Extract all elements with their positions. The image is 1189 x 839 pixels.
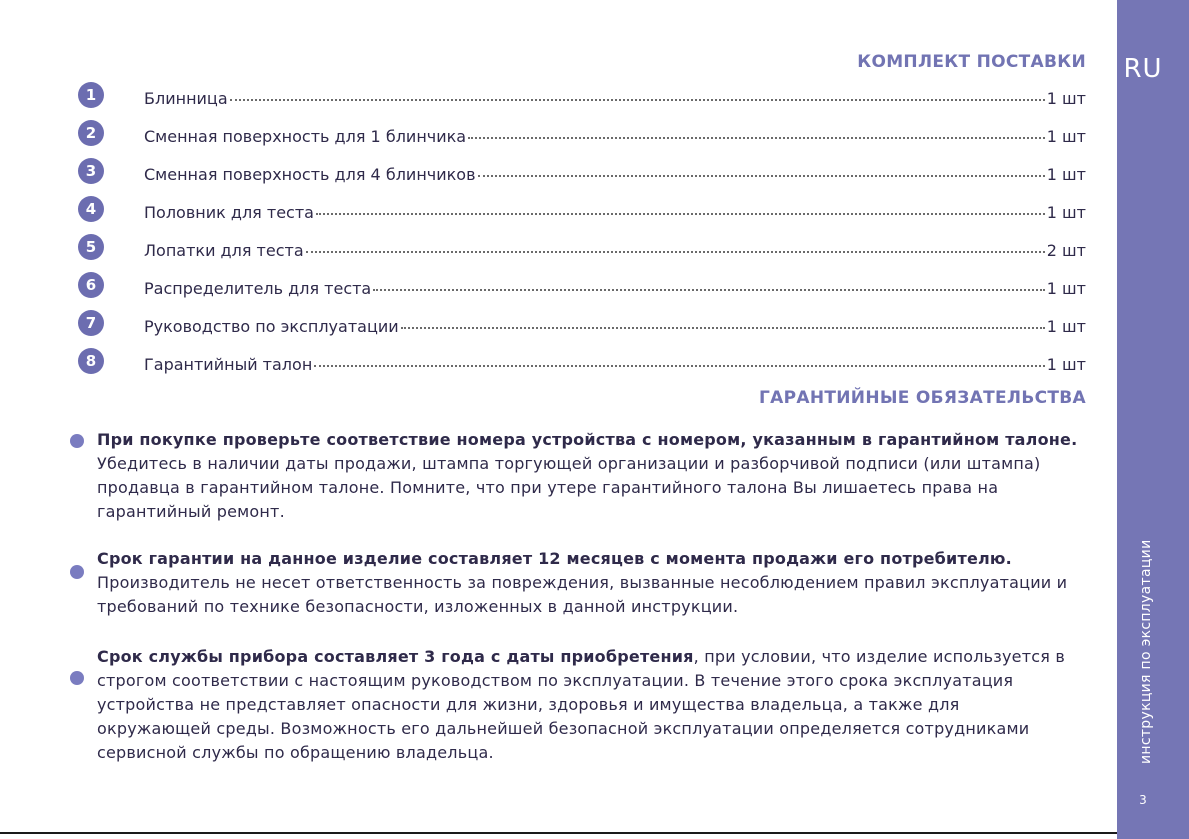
bullet-dot (70, 671, 84, 685)
item-row (144, 348, 1086, 374)
warranty-paragraph-3 (97, 645, 1067, 765)
item-label: Блинница (144, 89, 228, 108)
dot-leader (230, 99, 1045, 101)
paragraph-text: Производитель не несет ответственность за повреждения, вызванные несоблюдением правил эксплуатации и требований по технике безопасности, изложенных в данной инструкции. (97, 573, 1068, 616)
item-quantity: 1 шт (1046, 127, 1086, 146)
item-number-badge: 8 (78, 348, 104, 374)
item-row (144, 82, 1086, 108)
dot-leader (401, 327, 1045, 329)
item-label: Лопатки для теста (144, 241, 304, 260)
bullet-dot (70, 434, 84, 448)
item-quantity: 1 шт (1046, 89, 1086, 108)
item-number-badge: 1 (78, 82, 104, 108)
item-quantity: 1 шт (1046, 279, 1086, 298)
paragraph-text: , при условии, что изделие используется в строгом соответствии с настоящим руководством по эксплуатации. В течение этого срока эксплуатация устройства не представляет опасности для жизни, здоровья и имущества владельца, а также для окружающей среды. Возможность его дальнейшей безопасной эксплуатации определяется сотрудниками сервисной службы по обращению владельца. (97, 647, 1065, 762)
warranty-paragraph-2 (97, 547, 1087, 619)
warranty-heading: ГАРАНТИЙНЫЕ ОБЯЗАТЕЛЬСТВА (759, 388, 1086, 408)
package-item (78, 234, 1086, 260)
bottom-rule (0, 832, 1117, 834)
item-quantity: 2 шт (1046, 241, 1086, 260)
item-number-badge: 2 (78, 120, 104, 146)
item-label: Половник для теста (144, 203, 314, 222)
package-heading: КОМПЛЕКТ ПОСТАВКИ (857, 52, 1086, 72)
page-number: 3 (1139, 793, 1147, 807)
item-number-badge: 7 (78, 310, 104, 336)
item-row (144, 272, 1086, 298)
item-row (144, 310, 1086, 336)
item-row (144, 158, 1086, 184)
paragraph-text: Убедитесь в наличии даты продажи, штампа торгующей организации и разборчивой подписи (или штампа) продавца в гарантийном талоне. Помните, что при утере гарантийного талона Вы лишаетесь права на гарантийный ремонт. (97, 454, 1041, 521)
item-row (144, 234, 1086, 260)
item-quantity: 1 шт (1046, 203, 1086, 222)
item-label: Сменная поверхность для 4 блинчиков (144, 165, 476, 184)
dot-leader (478, 175, 1045, 177)
item-number-badge: 3 (78, 158, 104, 184)
item-quantity: 1 шт (1046, 355, 1086, 374)
package-item (78, 120, 1086, 146)
item-label: Сменная поверхность для 1 блинчика (144, 127, 467, 146)
package-item (78, 272, 1086, 298)
sidebar-vertical-title: инструкция по эксплуатации (1138, 539, 1154, 764)
item-row (144, 196, 1086, 222)
package-item (78, 158, 1086, 184)
language-label: RU (1123, 54, 1163, 84)
paragraph-bold-lead: Срок службы прибора составляет 3 года с даты приобретения (97, 647, 694, 666)
package-item (78, 196, 1086, 222)
item-label: Гарантийный талон (144, 355, 313, 374)
item-label: Руководство по эксплуатации (144, 317, 399, 336)
package-item (78, 310, 1086, 336)
item-number-badge: 4 (78, 196, 104, 222)
dot-leader (316, 213, 1045, 215)
package-item (78, 348, 1086, 374)
item-row (144, 120, 1086, 146)
package-item (78, 82, 1086, 108)
item-label: Распределитель для теста (144, 279, 372, 298)
dot-leader (373, 289, 1045, 291)
warranty-paragraph-1 (97, 428, 1087, 524)
dot-leader (314, 365, 1044, 367)
item-quantity: 1 шт (1046, 317, 1086, 336)
paragraph-bold-lead: Срок гарантии на данное изделие составляет 12 месяцев с момента продажи его потребителю. (97, 549, 1012, 568)
paragraph-bold-lead: При покупке проверьте соответствие номера устройства с номером, указанным в гарантийном талоне. (97, 430, 1078, 449)
dot-leader (468, 137, 1045, 139)
bullet-dot (70, 565, 84, 579)
item-number-badge: 6 (78, 272, 104, 298)
dot-leader (306, 251, 1045, 253)
item-quantity: 1 шт (1046, 165, 1086, 184)
item-number-badge: 5 (78, 234, 104, 260)
